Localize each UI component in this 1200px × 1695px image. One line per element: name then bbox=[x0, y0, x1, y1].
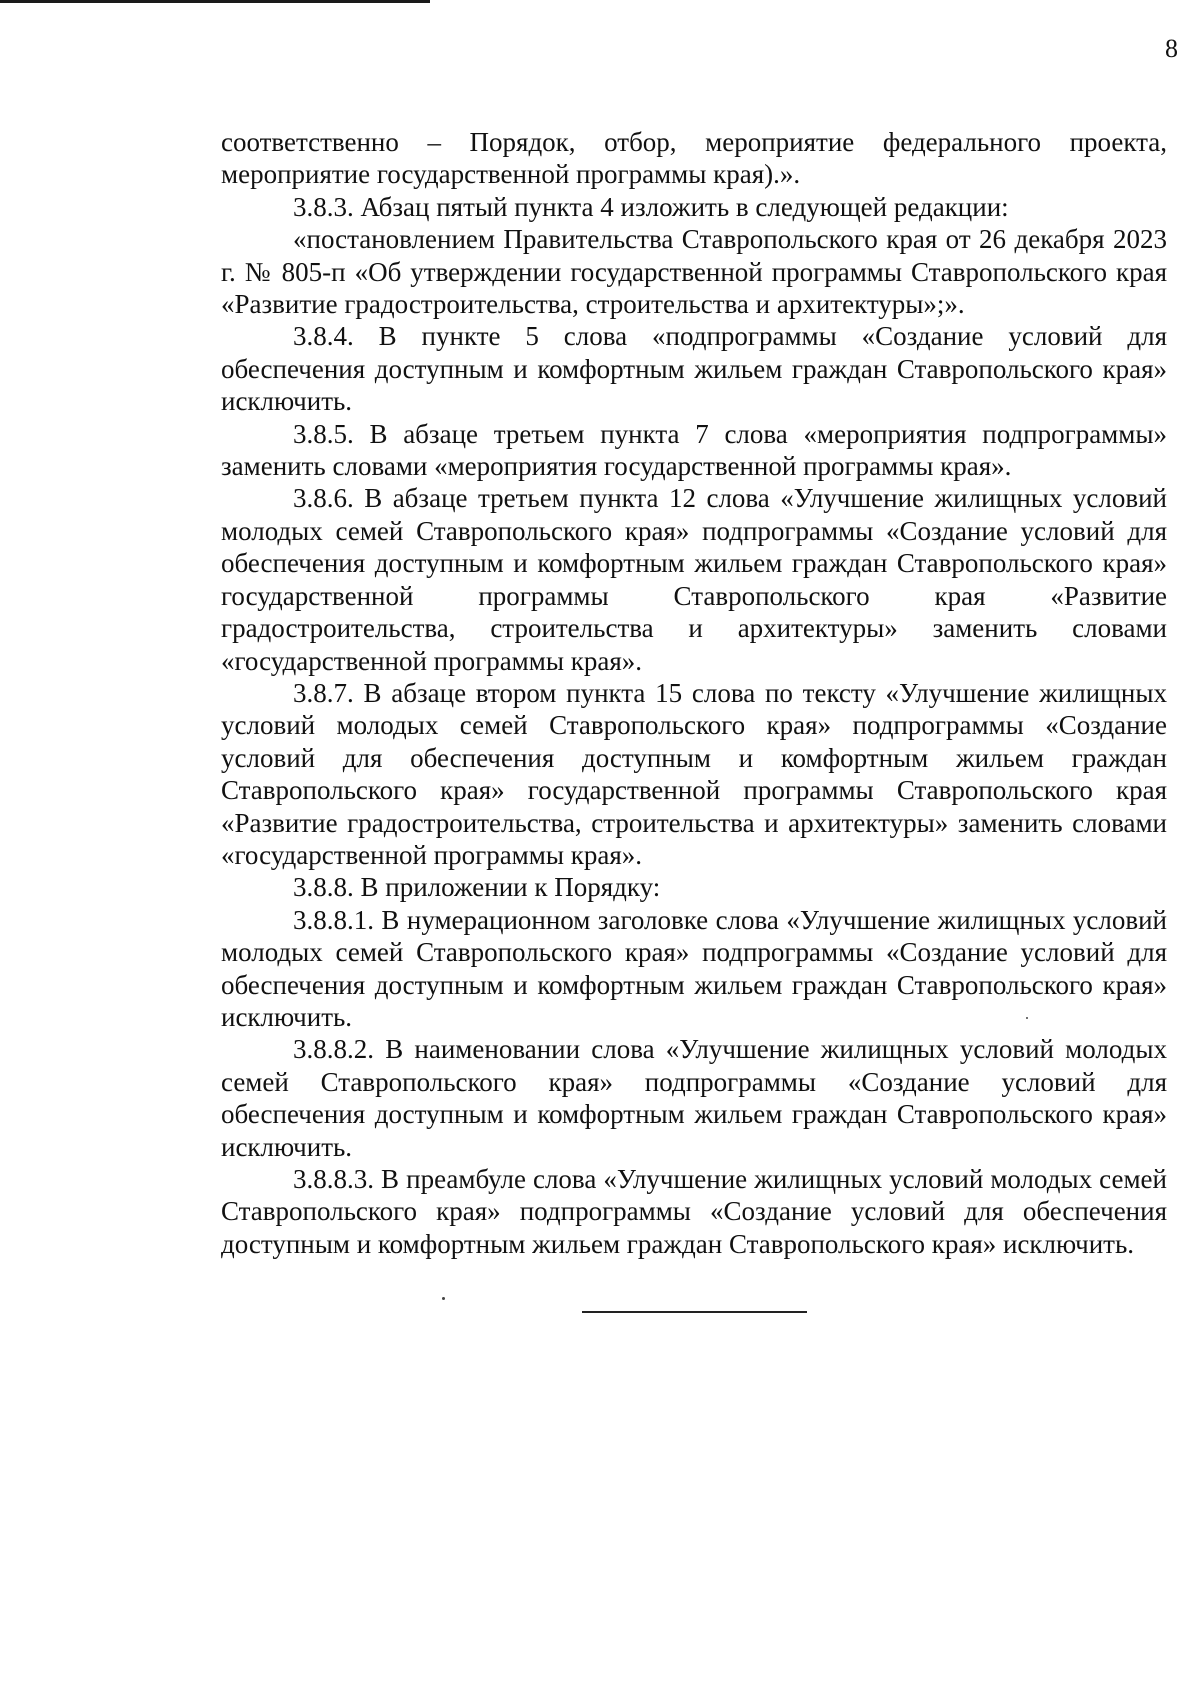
paragraph-continuation: соответственно – Порядок, отбор, мероприятие федерального проекта, мероприятие государственной программы края).». bbox=[221, 127, 1167, 190]
scan-speck bbox=[442, 1297, 445, 1300]
paragraph-quoted-resolution: «постановлением Правительства Ставропольского края от 26 декабря 2023 г. № 805-п «Об утверждении государственной программы Ставропольского края «Развитие градостроительства, строительства и архитектуры»;». bbox=[221, 224, 1167, 320]
scan-edge-mark bbox=[0, 0, 430, 3]
end-of-document-rule bbox=[582, 1311, 807, 1313]
paragraph-3-8-8-3: 3.8.8.3. В преамбуле слова «Улучшение жилищных условий молодых семей Ставропольского края» подпрограммы «Создание условий для обеспечения доступным и комфортным жильем граждан Ставропольского края» исключить. bbox=[221, 1164, 1167, 1259]
document-body bbox=[221, 126, 1167, 1260]
paragraph-3-8-7: 3.8.7. В абзаце втором пункта 15 слова по тексту «Улучшение жилищных условий молодых семей Ставропольского края» подпрограммы «Создание условий для обеспечения доступным и комфортным жильем граждан Ставропольского края» государственной программы Ставропольского края «Развитие градостроительства, строительства и архитектуры» заменить словами «государственной программы края». bbox=[221, 677, 1167, 870]
paragraph-3-8-8-2: 3.8.8.2. В наименовании слова «Улучшение жилищных условий молодых семей Ставропольского края» подпрограммы «Создание условий для обеспечения доступным и комфортным жильем граждан Ставропольского края» исключить. bbox=[221, 1034, 1167, 1162]
paragraph-3-8-5: 3.8.5. В абзаце третьем пункта 7 слова «мероприятия подпрограммы» заменить словами «мероприятия государственной программы края». bbox=[221, 418, 1167, 482]
paragraph-3-8-8: 3.8.8. В приложении к Порядку: bbox=[293, 872, 661, 903]
paragraph-3-8-8-1: 3.8.8.1. В нумерационном заголовке слова «Улучшение жилищных условий молодых семей Ставропольского края» подпрограммы «Создание условий для обеспечения доступным и комфортным жильем граждан Ставропольского края» исключить. bbox=[221, 904, 1167, 1032]
paragraph-3-8-6: 3.8.6. В абзаце третьем пункта 12 слова «Улучшение жилищных условий молодых семей Ставропольского края» подпрограммы «Создание условий для обеспечения доступным и комфортным жильем граждан Ставропольского края» государственной программы Ставропольского края «Развитие градостроительства, строительства и архитектуры» заменить словами «государственной программы края». bbox=[221, 483, 1167, 676]
paragraph-3-8-4: 3.8.4. В пункте 5 слова «подпрограммы «Создание условий для обеспечения доступным и комфортным жильем граждан Ставропольского края» исключить. bbox=[221, 321, 1167, 417]
scan-speck bbox=[1026, 1017, 1028, 1019]
page-number: 8 bbox=[1165, 34, 1178, 63]
paragraph-3-8-3: 3.8.3. Абзац пятый пункта 4 изложить в следующей редакции: bbox=[293, 191, 1009, 222]
